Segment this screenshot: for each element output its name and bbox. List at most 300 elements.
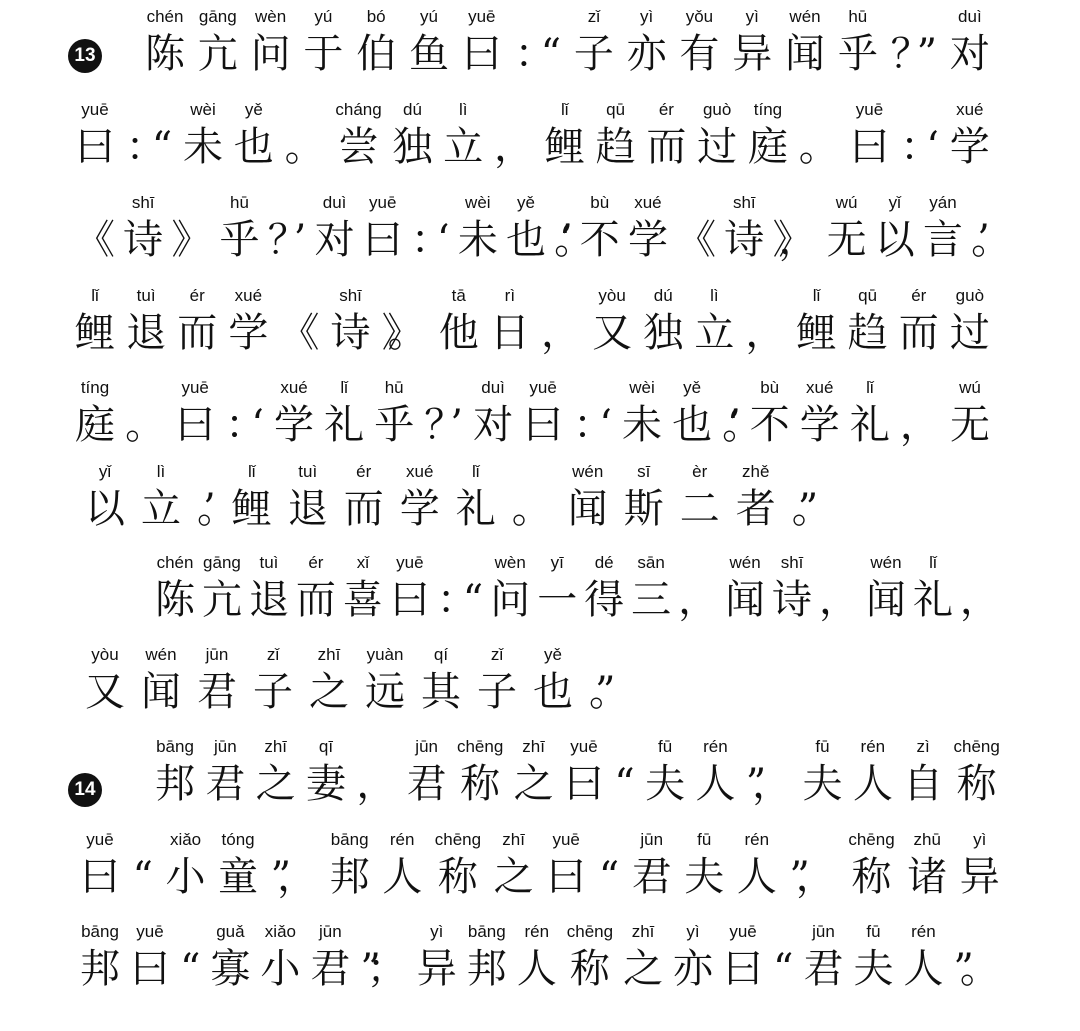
character-cell [421,644,461,718]
hanzi: 学 [799,402,840,448]
pinyin: wèn [494,553,526,572]
pinyin: tíng [753,100,783,119]
pinyin: yuē [855,100,884,119]
hanzi: 曰 [75,124,115,170]
pinyin: yì [686,922,700,941]
character-cell [183,99,223,173]
hanzi: 乎 [219,217,260,263]
hanzi: 曰 [723,946,764,992]
pinyin: yuē [468,7,496,26]
hanzi: 礼 [849,402,890,448]
character-cell [315,192,355,266]
punctuation: ， [959,577,986,623]
punctuation-cell [125,377,165,451]
punctuation: “ [773,946,780,992]
pinyin: yì [973,830,987,849]
hanzi: 二 [679,486,720,532]
hanzi: 对 [949,31,990,77]
pinyin: ér [308,553,324,572]
character-cell [260,921,300,995]
character-cell [343,552,383,626]
hanzi: 曰 [523,402,564,448]
pinyin: fū [866,922,881,941]
pinyin: lǐ [340,378,348,397]
character-cell [737,829,777,903]
pinyin: jūn [812,922,835,941]
character-cell [166,829,206,903]
character-cell [218,829,258,903]
hanzi: 子 [253,669,293,715]
punctuation: ：“ [514,31,548,77]
hanzi: 未 [457,217,498,263]
pinyin: yī [550,553,564,572]
character-cell [574,6,614,80]
character-cell [523,377,563,451]
pinyin: wén [145,645,177,664]
pinyin: zhī [631,922,655,941]
pinyin: zhī [264,737,287,756]
pinyin: zhě [742,462,770,481]
character-cell [797,285,837,359]
character-cell [736,461,776,535]
character-cell [288,461,328,535]
pinyin: chēng [566,922,614,941]
character-cell [202,552,242,626]
character-cell [537,552,577,626]
punctuation-cell [573,377,612,451]
hanzi: 无 [950,402,990,448]
character-cell [800,377,840,451]
hanzi: 亢 [201,577,242,623]
character-cell [848,829,894,903]
pinyin: rén [524,922,550,941]
hanzi: 独 [643,310,684,356]
hanzi: 之 [493,854,534,900]
hanzi: 学 [949,124,990,170]
punctuation-cell [554,192,571,266]
pinyin: xiǎo [264,922,296,941]
character-cell [344,461,384,535]
character-cell [75,377,115,451]
pinyin: qū [858,286,878,305]
pinyin: yuē [552,830,580,849]
hanzi: 亢 [197,31,238,77]
punctuation: 。’‘ [722,402,726,448]
hanzi: 夫 [684,854,725,900]
hanzi: 学 [399,486,440,532]
pinyin: xué [234,286,263,305]
pinyin: wèi [465,193,491,212]
pinyin: chēng [456,737,504,756]
character-cell [331,285,371,359]
hanzi: 问 [490,577,531,623]
hanzi: 又 [85,669,125,715]
character-cell [205,736,245,810]
character-cell [850,377,890,451]
character-cell [494,829,534,903]
pinyin: lǐ [91,286,99,305]
punctuation: ”。 [953,946,986,992]
hanzi: 退 [248,577,289,623]
hanzi: 称 [956,761,997,807]
pinyin: bù [760,378,780,397]
pinyin: tuì [136,286,156,305]
pinyin: tóng [221,830,255,849]
text-line [75,93,990,173]
character-cell [175,377,215,451]
character-cell [390,552,430,626]
hanzi: 子 [573,31,614,77]
hanzi: 礼 [912,577,953,623]
hanzi: 而 [177,310,218,356]
pinyin: rén [744,830,770,849]
character-cell [564,736,604,810]
pinyin: dú [653,286,673,305]
character-cell [645,736,685,810]
punctuation-cell [171,192,211,266]
punctuation-cell [614,736,634,810]
pinyin: chēng [953,737,1000,756]
character-cell [772,552,812,626]
character-cell [473,377,513,451]
pinyin: gāng [198,7,237,26]
pinyin: yòu [91,645,119,664]
text-line [85,638,615,718]
hanzi: 三 [631,577,672,623]
character-cell [724,192,764,266]
punctuation: 。 [511,486,538,532]
hanzi: 问 [250,31,291,77]
pinyin: lì [156,462,166,481]
hanzi: 陈 [155,577,195,623]
text-line [75,186,990,266]
pinyin: yuē [181,378,209,397]
punctuation: ， [819,577,846,623]
hanzi: 礼 [324,402,365,448]
character-cell [435,829,481,903]
hanzi: 闻 [785,31,826,77]
character-cell [274,377,314,451]
character-cell [592,285,632,359]
hanzi: 鲤 [544,124,585,170]
hanzi: 学 [627,217,668,263]
character-cell [365,644,405,718]
punctuation: “ [132,854,139,900]
hanzi: 人 [903,946,944,992]
character-cell [467,921,507,995]
pinyin: yú [314,7,333,26]
character-cell [80,829,120,903]
hanzi: 君 [310,946,351,992]
character-cell [950,377,990,451]
pinyin: ér [911,286,927,305]
hanzi: 也 [505,217,546,263]
pinyin: rén [860,737,886,756]
punctuation-cell [285,99,325,173]
pinyin: duì [958,7,982,26]
punctuation-cell [746,736,792,810]
hanzi: 小 [260,946,301,992]
character-cell [141,644,181,718]
character-cell [903,921,943,995]
punctuation: “ [614,761,621,807]
character-cell [417,921,457,995]
hanzi: 有 [679,31,720,77]
character-cell [363,192,403,266]
pinyin: bāng [156,737,194,756]
pinyin: zì [916,737,930,756]
punctuation-cell [678,552,718,626]
punctuation-cell [133,829,153,903]
hanzi: 童 [218,854,259,900]
character-cell [584,552,624,626]
pinyin: yuē [570,737,598,756]
punctuation: 。” [791,486,805,532]
character-cell [903,736,943,810]
pinyin: fū [657,737,673,756]
text-line [80,823,1000,903]
pinyin: yuē [81,100,109,119]
hanzi: 而 [295,577,336,623]
pinyin: tā [451,286,466,305]
hanzi: 君 [406,761,447,807]
character-cell [517,921,557,995]
character-cell [306,736,346,810]
punctuation: 》 [171,217,198,263]
hanzi: 夫 [853,946,894,992]
punctuation-cell [789,829,835,903]
character-cell [643,285,683,359]
punctuation: 。’ [197,486,202,532]
punctuation-cell [900,99,939,173]
character-cell [303,6,343,80]
pinyin: chēng [434,830,482,849]
character-cell [141,461,181,535]
character-cell [198,6,238,80]
pinyin: cháng [335,100,382,119]
hanzi: 者 [735,486,776,532]
pinyin: yǐ [888,193,901,212]
hanzi: 乎 [837,31,878,77]
pinyin: yě [544,645,562,664]
character-cell [232,461,272,535]
pinyin: wèi [629,378,655,397]
hanzi: 而 [343,486,384,532]
punctuation: ：“ [436,577,470,623]
character-cell [673,921,713,995]
punctuation: 。 [798,124,825,170]
pinyin: xué [406,462,434,481]
character-cell [853,921,893,995]
punctuation: ”； [360,946,393,992]
hanzi: 人 [516,946,557,992]
punctuation: ， [678,577,705,623]
hanzi: 妻 [305,761,346,807]
hanzi: 他 [438,310,479,356]
pinyin: yì [640,7,654,26]
character-cell [374,377,414,451]
pinyin: lǐ [929,553,937,572]
character-cell [356,6,396,80]
pinyin: sān [637,553,665,572]
pinyin: bāng [330,830,369,849]
hanzi: 邦 [80,946,120,992]
hanzi: 无 [826,217,867,263]
character-cell [409,6,449,80]
hanzi: 之 [623,946,664,992]
hanzi: 小 [165,854,206,900]
hanzi: 之 [309,669,349,715]
hanzi: 闻 [567,486,608,532]
punctuation-cell [271,829,317,903]
hanzi: 称 [460,761,501,807]
character-cell [628,192,668,266]
character-cell [694,285,734,359]
pinyin: yuē [729,922,757,941]
pinyin: guò [702,100,732,119]
pinyin: fū [697,830,712,849]
character-cell [457,736,503,810]
hanzi: 不 [749,402,790,448]
pinyin: jūn [415,737,438,756]
pinyin: jūn [640,830,664,849]
pinyin: bāng [467,922,506,941]
hanzi: 曰 [362,217,403,263]
character-cell [228,285,268,359]
hanzi: 邦 [329,854,370,900]
character-cell [400,461,440,535]
character-cell [462,6,502,80]
hanzi: 子 [477,669,517,715]
punctuation-cell [900,377,940,451]
pinyin: yuē [396,553,424,572]
pinyin: lì [459,100,468,119]
character-cell [197,644,237,718]
character-cell [251,6,291,80]
hanzi: 对 [314,217,355,263]
pinyin: chēng [848,830,895,849]
hanzi: 称 [569,946,610,992]
pinyin: yuàn [366,645,404,664]
character-cell [803,736,843,810]
hanzi: 君 [631,854,672,900]
pinyin: yě [244,100,263,119]
punctuation-cell [819,552,859,626]
hanzi: 以 [874,217,915,263]
character-cell [382,829,422,903]
hanzi: 闻 [725,577,766,623]
text-line [75,371,990,451]
character-cell [785,6,825,80]
character-cell [567,921,613,995]
hanzi: 独 [392,124,433,170]
punctuation: 。” [589,669,602,715]
pinyin: tuì [259,553,279,572]
pinyin: yǐ [98,462,112,481]
punctuation: ”， [270,854,304,900]
pinyin: yuē [136,922,164,941]
punctuation-cell [745,285,785,359]
character-cell [514,736,554,810]
hanzi: 寡 [210,946,251,992]
pinyin: shī [780,553,804,572]
pinyin: zhī [317,645,341,664]
character-cell [126,285,166,359]
hanzi: 对 [473,402,514,448]
hanzi: 君 [197,669,237,715]
pinyin: sī [637,462,651,481]
pinyin: rén [911,922,936,941]
hanzi: 鲤 [231,486,272,532]
character-cell [253,644,293,718]
pinyin: xué [806,378,834,397]
hanzi: 过 [697,124,738,170]
character-cell [75,285,115,359]
punctuation-cell [960,552,1000,626]
hanzi: 以 [85,486,125,532]
pinyin: duì [481,378,505,397]
pinyin: xué [956,100,984,119]
pinyin: yì [745,7,759,26]
punctuation-cell [515,6,561,80]
hanzi: 喜 [342,577,383,623]
hanzi: 人 [695,761,736,807]
text-line [80,915,1000,995]
punctuation-cell [589,644,615,718]
hanzi: 立 [694,310,735,356]
punctuation-cell [382,285,428,359]
hanzi: 日 [489,310,530,356]
pinyin: lǐ [812,286,821,305]
character-cell [234,99,274,173]
pinyin: yuē [529,378,557,397]
punctuation: 《 [676,217,703,263]
pinyin: zǐ [587,7,600,26]
character-cell [155,736,195,810]
character-cell [632,829,672,903]
punctuation: ， [494,124,521,170]
pinyin: dú [403,100,422,119]
pinyin: wèi [190,100,216,119]
pinyin: ér [658,100,674,119]
character-cell [545,99,585,173]
character-cell [80,921,120,995]
pinyin: shī [732,193,756,212]
hanzi: 趋 [847,310,888,356]
hanzi: 庭 [75,402,115,448]
hanzi: 而 [898,310,939,356]
pinyin: bāng [81,922,119,941]
hanzi: 伯 [356,31,397,77]
pinyin: yě [517,193,535,212]
pinyin: hū [384,378,404,397]
character-cell [85,644,125,718]
character-cell [850,99,890,173]
punctuation-cell [180,921,200,995]
hanzi: 人 [736,854,777,900]
punctuation: 。 [125,402,152,448]
character-cell [155,552,195,626]
hanzi: 学 [274,402,315,448]
punctuation: ”， [789,854,822,900]
character-cell [803,921,843,995]
hanzi: 斯 [623,486,664,532]
character-cell [913,552,953,626]
punctuation: 》， [772,217,805,263]
hanzi: 诗 [772,577,813,623]
character-cell [624,461,664,535]
hanzi: 未 [622,402,663,448]
